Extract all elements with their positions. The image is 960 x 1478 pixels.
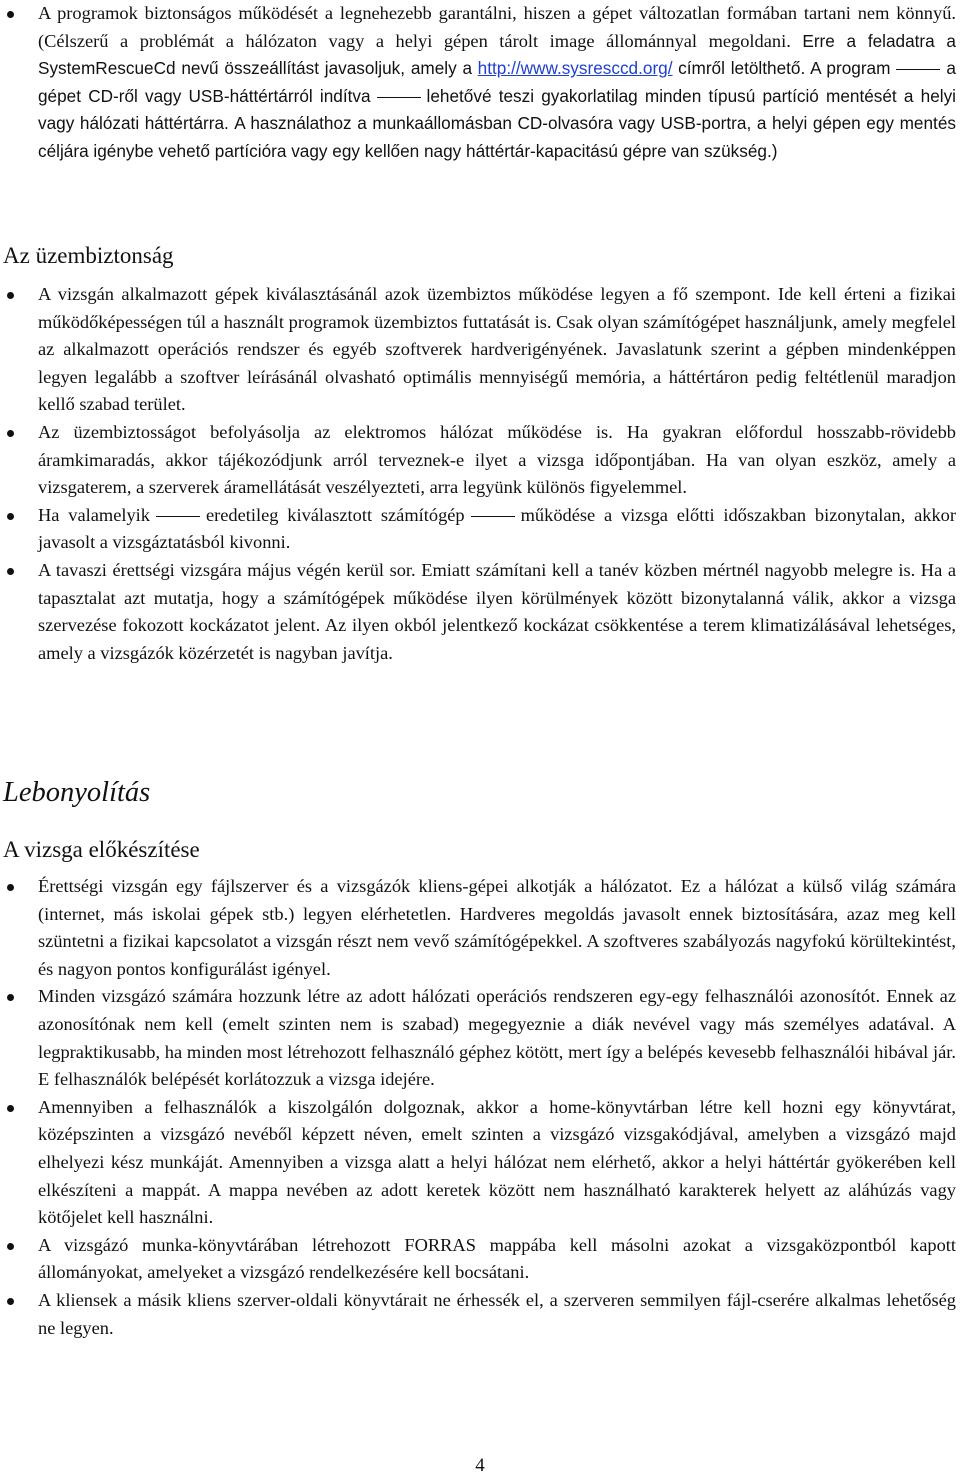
main-heading-lebonyolitas: Lebonyolítás [3,777,151,808]
sysresccd-link[interactable]: http://www.sysresccd.org/ [477,58,673,79]
intro-text-3: címről letölthető. A program [678,58,891,79]
em-dash [377,97,421,98]
em-dash [156,516,200,517]
intro-text-5: lehetővé teszi gyakorlatilag minden típusú partíció mentését a helyi vagy hálózati háttértárra. [38,85,956,134]
em-dash [471,516,515,517]
list-item: A kliensek a másik kliens szerver-oldali könyvtárait ne érhessék el, a szerveren semmilyen fájl-cserére alkalmas lehetőség ne legyen. [0,1287,958,1342]
em-dash [896,69,940,70]
intro-list [0,0,958,166]
list-item: A tavaszi érettségi vizsgára május végén kerül sor. Emiatt számítani kell a tanév közben mértnél nagyobb melegre is. Ha a tapasztalat azt mutatja, hogy a számítógépek működése ilyen körülmények között bizonytalanná válik, akkor a vizsga szervezése fokozott kockázatot jelent. Az ilyen okból jelentkező kockázat csökkentése a terem klimatizálásával lehetséges, amely a vizsgázók közérzetét is nagyban javítja. [0,557,958,667]
page-number: 4 [475,1455,485,1476]
intro-text-4: a gépet CD-ről vagy USB-háttértárról indítva [38,58,956,106]
section-heading-vizsga-elokeszitese: A vizsga előkészítése [3,837,200,862]
list-item [0,0,958,166]
bullet-text-part: Ha valamelyik [38,504,150,525]
list-item [0,502,958,557]
list-item: A vizsgázó munka-könyvtárában létrehozott FORRAS mappába kell másolni azokat a vizsgaközpontból kapott állományokat, amelyeket a vizsgázó rendelkezésére kell bocsátani. [0,1232,958,1287]
intro-text-6: A használathoz a munkaállomásban CD-olvasóra vagy USB-portra, a helyi gépen egy mentés céljára igénybe vehető partícióra vagy egy kellően nagy háttértár-kapacitású gépre van szükség.) [38,113,956,161]
list-item: Érettségi vizsgán egy fájlszerver és a vizsgázók kliens-gépei alkotják a hálózatot. Ez a hálózat a külső világ számára (internet, más iskolai gépek stb.) legyen elérhetetlen. Hardveres megoldás javasolt ennek biztosítására, azaz meg kell szüntetni a fizikai kapcsolatot a vizsgán részt nem vevő számítógépekkel. A szoftveres szabályozás nagyfokú körültekintést, és nagyon pontos konfigurálást igényel. [0,873,958,983]
intro-text-2: Erre a feladatra a SystemRescueCd nevű összeállítást javasoljuk, amely a [38,30,956,79]
intro-text-1: A programok biztonságos működését a legnehezebb garantálni, hiszen a gépet változatlan formában tartani nem könnyű. (Célszerű a problémát a hálózaton vagy a helyi gépen tárolt image állománnyal megoldani. [38,3,956,51]
list-item: Az üzembiztosságot befolyásolja az elektromos hálózat működése is. Ha gyakran előfordul hosszabb-rövidebb áramkimaradás, akkor tájékozódjunk arról terveznek-e ilyet a vizsga időpontjában. Ha van olyan eszköz, amely a vizsgaterem, a szerverek áramellátását veszélyezteti, arra legyünk különös figyelemmel. [0,419,958,502]
list-item: A vizsgán alkalmazott gépek kiválasztásánál azok üzembiztos működése legyen a fő szempont. Ide kell érteni a fizikai működőképességen túl a használt programok üzembiztos futtatását is. Csak olyan számítógépet használjunk, amely megfelel az alkalmazott operációs rendszer és egyéb szoftverek hardverigényének. Javaslatunk szerint a gépben mindenképpen legyen legalább a szoftver leírásánál olvasható optimális mennyiségű memória, a háttértáron pedig feltétlenül maradjon kellő szabad terület. [0,281,958,419]
bullet-text-part: eredetileg kiválasztott számítógép [205,504,465,525]
section-heading-uzembiztonsag: Az üzembiztonság [3,243,174,268]
uzembiztonsag-list [0,281,958,667]
list-item: Amennyiben a felhasználók a kiszolgálón dolgoznak, akkor a home-könyvtárban létre kell hozni egy könyvtárat, középszinten a vizsgázó nevéből képzett néven, emelt szinten a vizsgázó vizsgakódjával, amelyben a vizsgázó majd elhelyezi kész munkáját. Amennyiben a vizsga alatt a helyi hálózat nem elérhető, akkor a helyi háttértár gyökerében kell elkészíteni a mappát. A mappa nevében az adott keretek között nem használható karakterek helyett az aláhúzás vagy kötőjelet kell használni. [0,1094,958,1232]
bullet-text-part: működése a vizsga előtti időszakban bizonytalan, akkor javasolt a vizsgáztatásból kivonni. [38,504,956,553]
list-item: Minden vizsgázó számára hozzunk létre az adott hálózati operációs rendszeren egy-egy felhasználói azonosítót. Ennek az azonosítónak nem kell (emelt szinten nem is szabad) megegyeznie a diák nevével vagy más személyes adatával. A legpraktikusabb, ha minden most létrehozott felhasználó géphez kötött, mert így a belépés kevesebb felhasználói hibával jár. E felhasználók belépését korlátozzuk a vizsga idejére. [0,983,958,1093]
elokeszites-list [0,873,958,1342]
